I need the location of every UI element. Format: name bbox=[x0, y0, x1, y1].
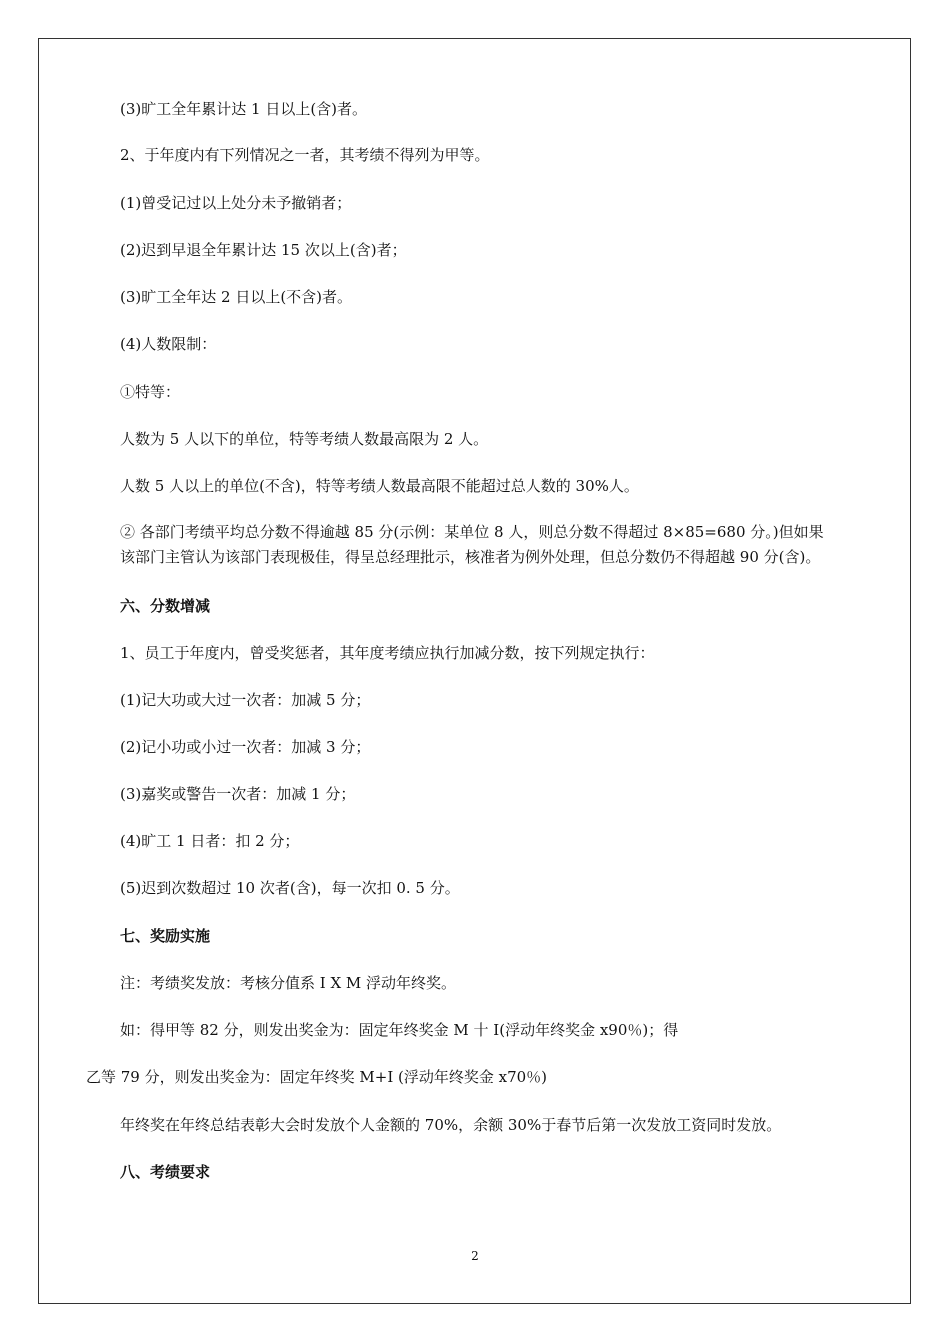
text-line: 人数 5 人以上的单位(不含)，特等考绩人数最高限不能超过总人数的 30%人。 bbox=[120, 477, 639, 495]
text-line: 人数为 5 人以下的单位，特等考绩人数最高限为 2 人。 bbox=[120, 430, 489, 448]
text-line: 如：得甲等 82 分，则发出奖金为：固定年终奖金 M 十 I(浮动年终奖金 x90％)；得 bbox=[120, 1021, 679, 1039]
text-line: (1)记大功或大过一次者：加减 5 分； bbox=[120, 691, 371, 709]
text-line: (5)迟到次数超过 10 次者(含)，每一次扣 0. 5 分。 bbox=[120, 879, 460, 897]
text-line: (4)旷工 1 日者：扣 2 分； bbox=[120, 832, 300, 850]
text-line: 注：考绩奖发放：考核分值系 I X M 浮动年终奖。 bbox=[120, 974, 457, 992]
page-number: 2 bbox=[471, 1249, 479, 1263]
page-border bbox=[38, 38, 911, 1304]
text-line: 1、员工于年度内，曾受奖惩者，其年度考绩应执行加减分数，按下列规定执行： bbox=[120, 644, 655, 662]
text-line: (3)旷工全年达 2 日以上(不含)者。 bbox=[120, 288, 353, 306]
text-line: 该部门主管认为该部门表现极佳，得呈总经理批示，核准者为例外处理，但总分数仍不得超越 90 分(含)。 bbox=[120, 548, 821, 566]
text-line: (2)记小功或小过一次者：加减 3 分； bbox=[120, 738, 371, 756]
text-line: 年终奖在年终总结表彰大会时发放个人金额的 70%，余额 30%于春节后第一次发放工资同时发放。 bbox=[120, 1116, 782, 1134]
text-line: 2、于年度内有下列情况之一者，其考绩不得列为甲等。 bbox=[120, 146, 490, 164]
text-line: ② 各部门考绩平均总分数不得逾越 85 分(示例：某单位 8 人，则总分数不得超过 8×85=680 分。)但如果 bbox=[120, 523, 824, 541]
text-line: ①特等： bbox=[120, 383, 181, 401]
section-heading: 七、奖励实施 bbox=[120, 927, 211, 945]
text-line: (2)迟到早退全年累计达 15 次以上(含)者； bbox=[120, 241, 407, 259]
text-line: (3)旷工全年累计达 1 日以上(含)者。 bbox=[120, 100, 368, 118]
section-heading: 六、分数增减 bbox=[120, 597, 211, 615]
text-line: (4)人数限制： bbox=[120, 335, 217, 353]
text-line: 乙等 79 分，则发出奖金为：固定年终奖 M+I (浮动年终奖金 x70％) bbox=[86, 1068, 548, 1086]
text-line: (3)嘉奖或警告一次者：加减 1 分； bbox=[120, 785, 356, 803]
text-line: (1)曾受记过以上处分未予撤销者； bbox=[120, 194, 352, 212]
section-heading: 八、考绩要求 bbox=[120, 1163, 211, 1181]
